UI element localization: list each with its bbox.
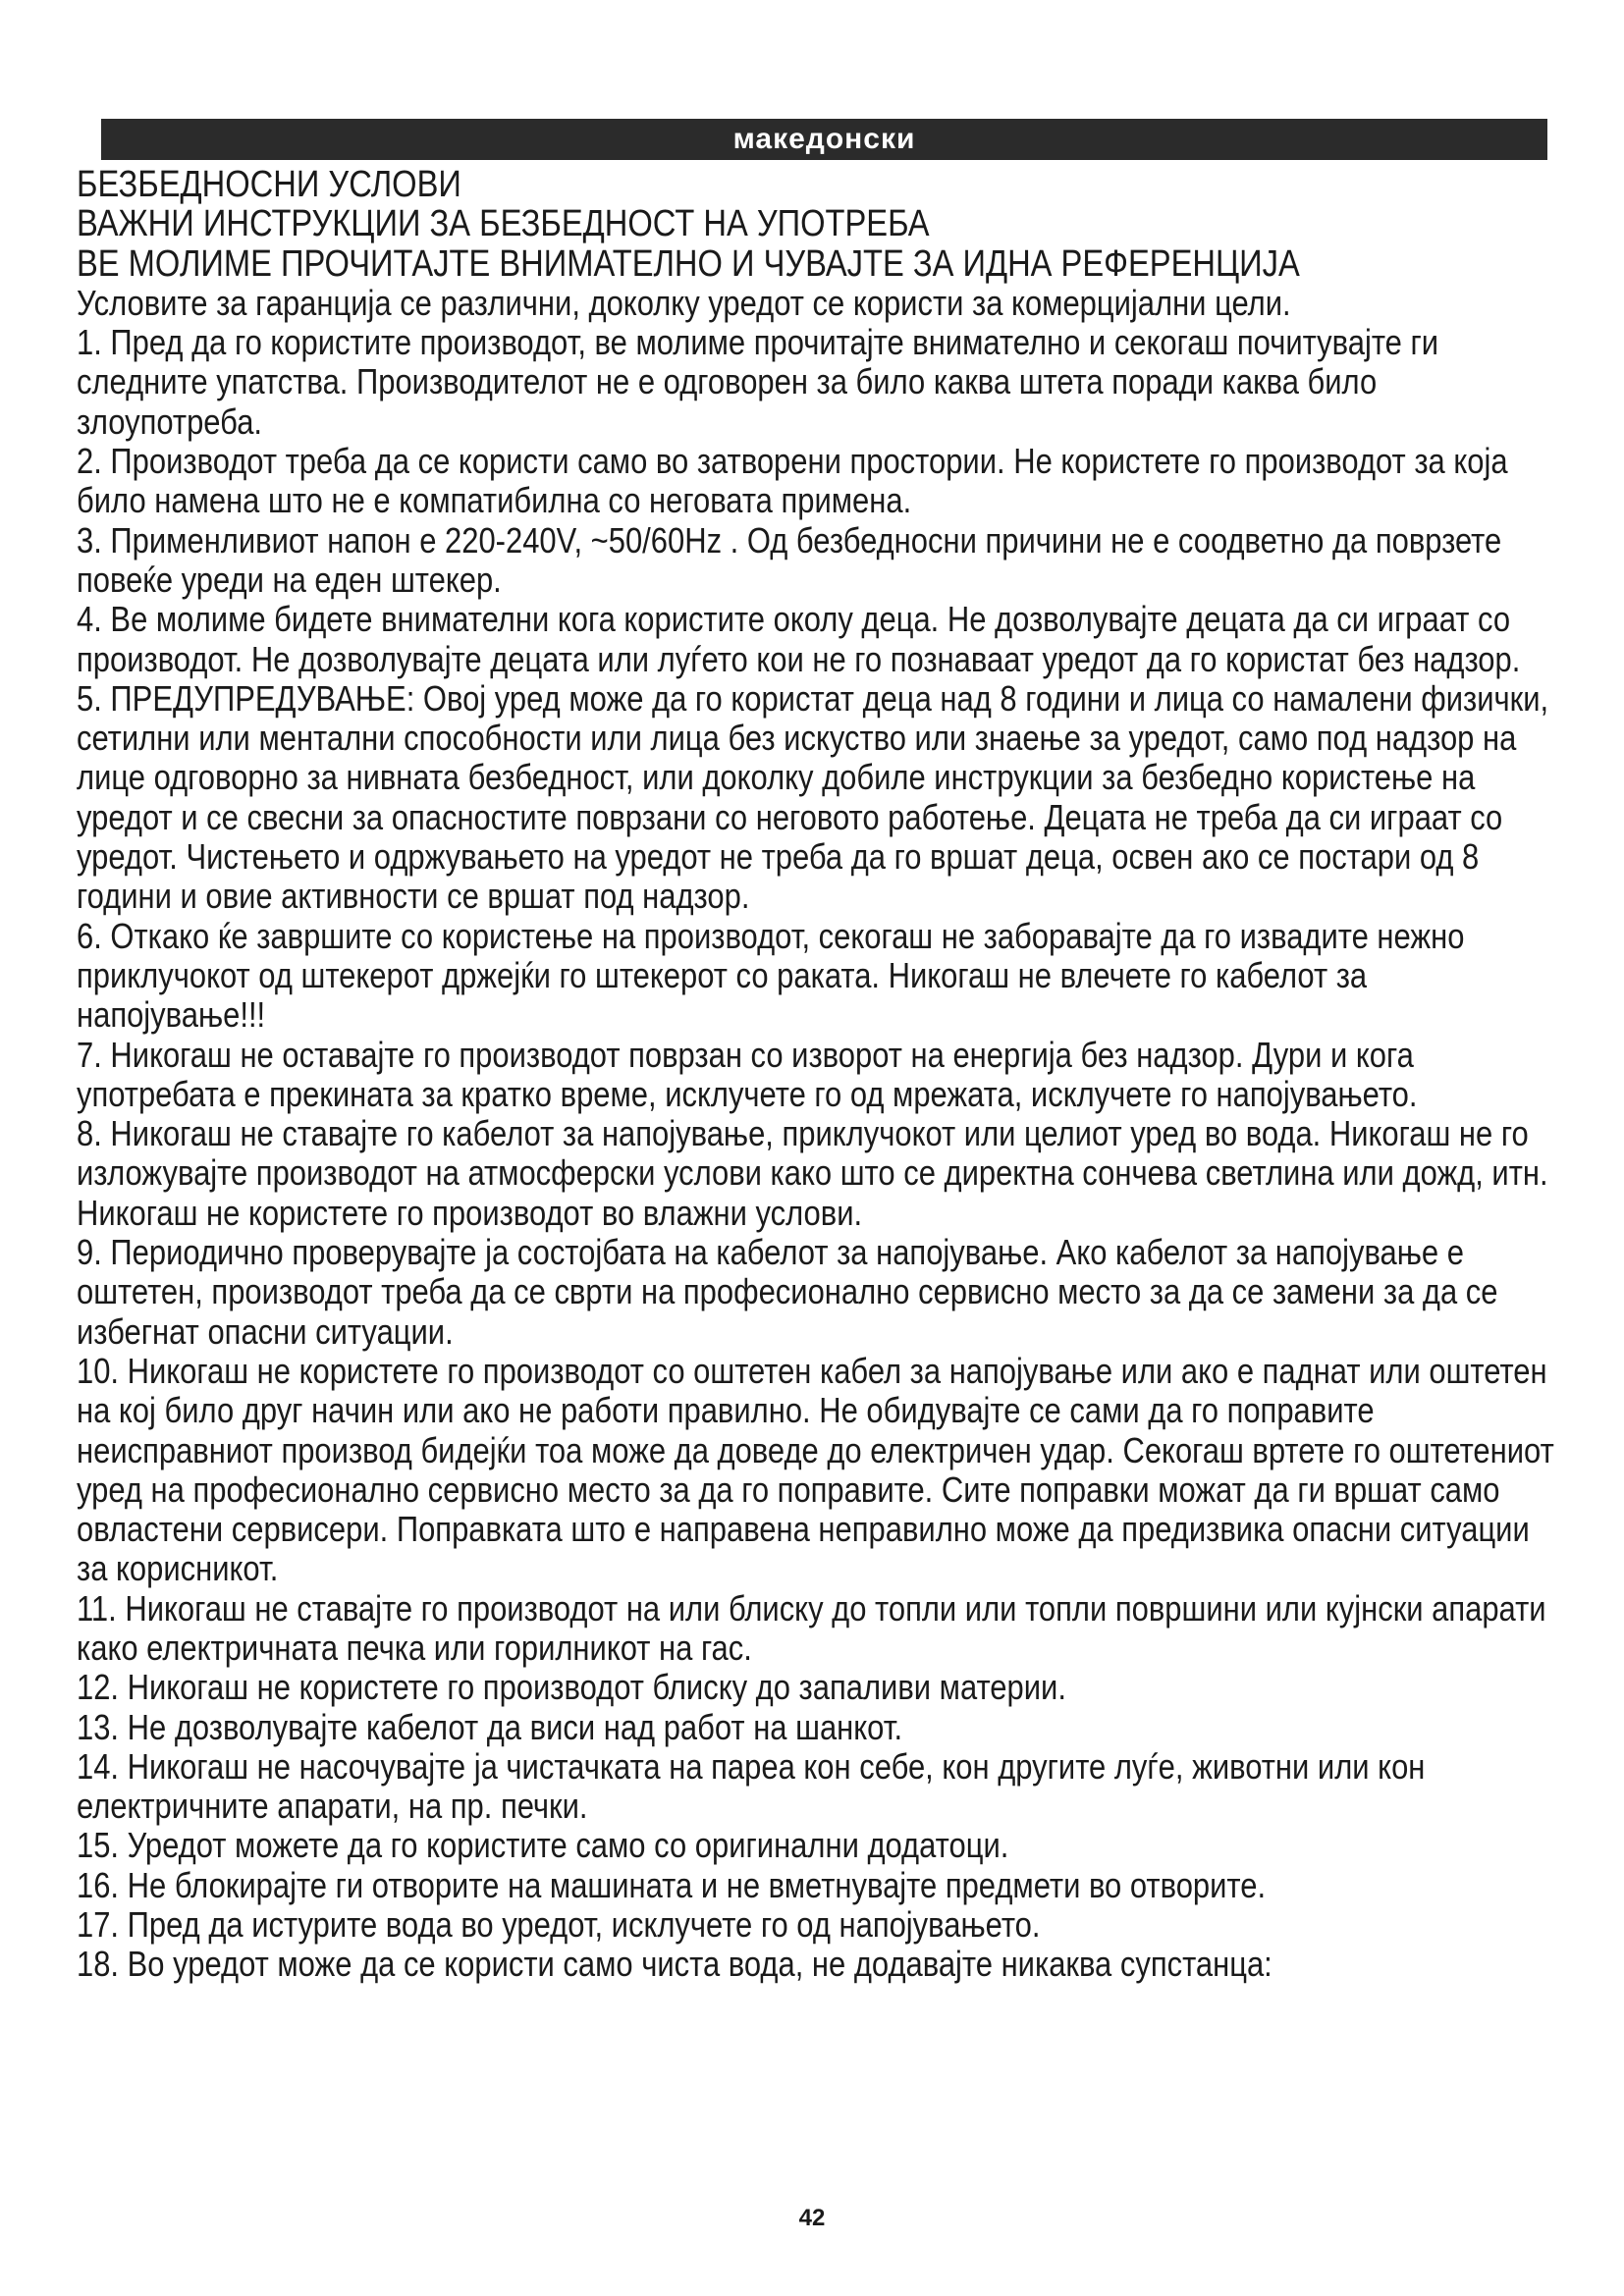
- list-item: 1. Пред да го користите производот, ве молиме прочитајте внимателно и секогаш почитувајте ги следните упатства. Производителот не е одговорен за било каква штета поради каква било злоупотреба.: [77, 322, 1439, 442]
- list-item: 3. Применливиот напон е 220-240V, ~50/60Hz . Од безбедносни причини не е соодветно да поврзете повеќе уреди на еден штекер.: [77, 519, 1502, 600]
- list-item: 4. Ве молиме бидете внимателни кога користите околу деца. Не дозволувајте децата да си играат со производот. Не дозволувајте децата или луѓето кои не го познаваат уредот да го користат без надзор.: [77, 599, 1521, 679]
- list-item: 9. Периодично проверувајте ја состојбата на кабелот за напојување. Ако кабелот за напојување е оштетен, производот треба да се сврти на професионално сервисно место за да се замени за да се избегнат опасни ситуации.: [77, 1232, 1498, 1352]
- list-item: 17. Пред да истурите вода во уредот, исклучете го од напојувањето.: [77, 1904, 1041, 1946]
- heading-read-carefully: ВЕ МОЛИМЕ ПРОЧИТАЈТЕ ВНИМАТЕЛНО И ЧУВАЈТЕ ЗА ИДНА РЕФЕРЕНЦИЈА: [77, 242, 1300, 285]
- list-item: 7. Никогаш не оставајте го производот поврзан со изворот на енергија без надзор. Дури и кога употребата е прекината за кратко време, исклучете го од мрежата, исклучете го напојувањето.: [77, 1034, 1418, 1114]
- list-item: 5. ПРЕДУПРЕДУВАЊЕ: Овој уред може да го користат деца над 8 години и лица со намалени физички, сетилни или ментални способности или лица без искуство или знаење за уредот, само под надзор на лице одговорно за нивната безбедност, или доколку добиле инструкции за безбедно користење на уредот и се свесни за опасностите поврзани со неговото работење. Децата не треба да си играат со уредот. Чистењето и одржувањето на уредот не треба да го вршат деца, освен ако се постари од 8 години и овие активности се вршат под надзор.: [77, 677, 1549, 917]
- list-item: 2. Производот треба да се користи само во затворени простории. Не користете го производот за која било намена што не е компатибилна со неговата примена.: [77, 441, 1508, 521]
- list-item: 13. Не дозволувајте кабелот да виси над работ на шанкот.: [77, 1706, 903, 1747]
- list-item: 10. Никогаш не користете го производот со оштетен кабел за напојување или ако е паднат или оштетен на кој било друг начин или ако не работи правилно. Не обидувајте се сами да го поправите неисправниот производ бидејќи тоа може да доведе до електричен удар. Секогаш вртете го оштетениот уред на професионално сервисно место за да го поправите. Сите поправки можат да ги вршат само овластени сервисери. Поправката што е направена неправилно може да предизвика опасни ситуации за корисникот.: [77, 1350, 1554, 1589]
- list-item: 18. Во уредот може да се користи само чиста вода, не додавајте никаква супстанца:: [77, 1944, 1272, 1985]
- list-item: 12. Никогаш не користете го производот блиску до запаливи материи.: [77, 1667, 1066, 1708]
- heading-important-instructions: ВАЖНИ ИНСТРУКЦИИ ЗА БЕЗБЕДНОСТ НА УПОТРЕБА: [77, 203, 930, 245]
- language-header-bar: [101, 119, 1547, 160]
- list-item: 16. Не блокирајте ги отворите на машината и не вметнувајте предмети во отворите.: [77, 1864, 1267, 1905]
- list-item: 6. Откако ќе завршите со користење на производот, секогаш не заборавајте да го извадите нежно приклучокот од штекерот држејќи го штекерот со раката. Никогаш не влечете го кабелот за напојување!!!: [77, 915, 1465, 1036]
- heading-safety-conditions: БЕЗБЕДНОСНИ УСЛОВИ: [77, 164, 461, 205]
- warranty-intro: Условите за гаранција се различни, доколку уредот се користи за комерцијални цели.: [77, 282, 1291, 323]
- language-label: македонски: [732, 123, 916, 155]
- document-body: [77, 165, 1561, 1985]
- page-number: 42: [798, 2205, 826, 2231]
- list-item: 15. Уредот можете да го користите само со оригинални додатоци.: [77, 1825, 1009, 1866]
- list-item: 8. Никогаш не ставајте го кабелот за напојување, приклучокот или целиот уред во вода. Никогаш не го изложувајте производот на атмосферски услови како што се директна сончева светлина или дожд, итн. Никогаш не користете го производот во влажни услови.: [77, 1113, 1548, 1233]
- list-item: 11. Никогаш не ставајте го производот на или блиску до топли или топли површини или кујнски апарати како електричната печка или горилникот на гас.: [77, 1587, 1546, 1668]
- list-item: 14. Никогаш не насочувајте ја чистачката на пареа кон себе, кон другите луѓе, животни или кон електричните апарати, на пр. печки.: [77, 1745, 1426, 1827]
